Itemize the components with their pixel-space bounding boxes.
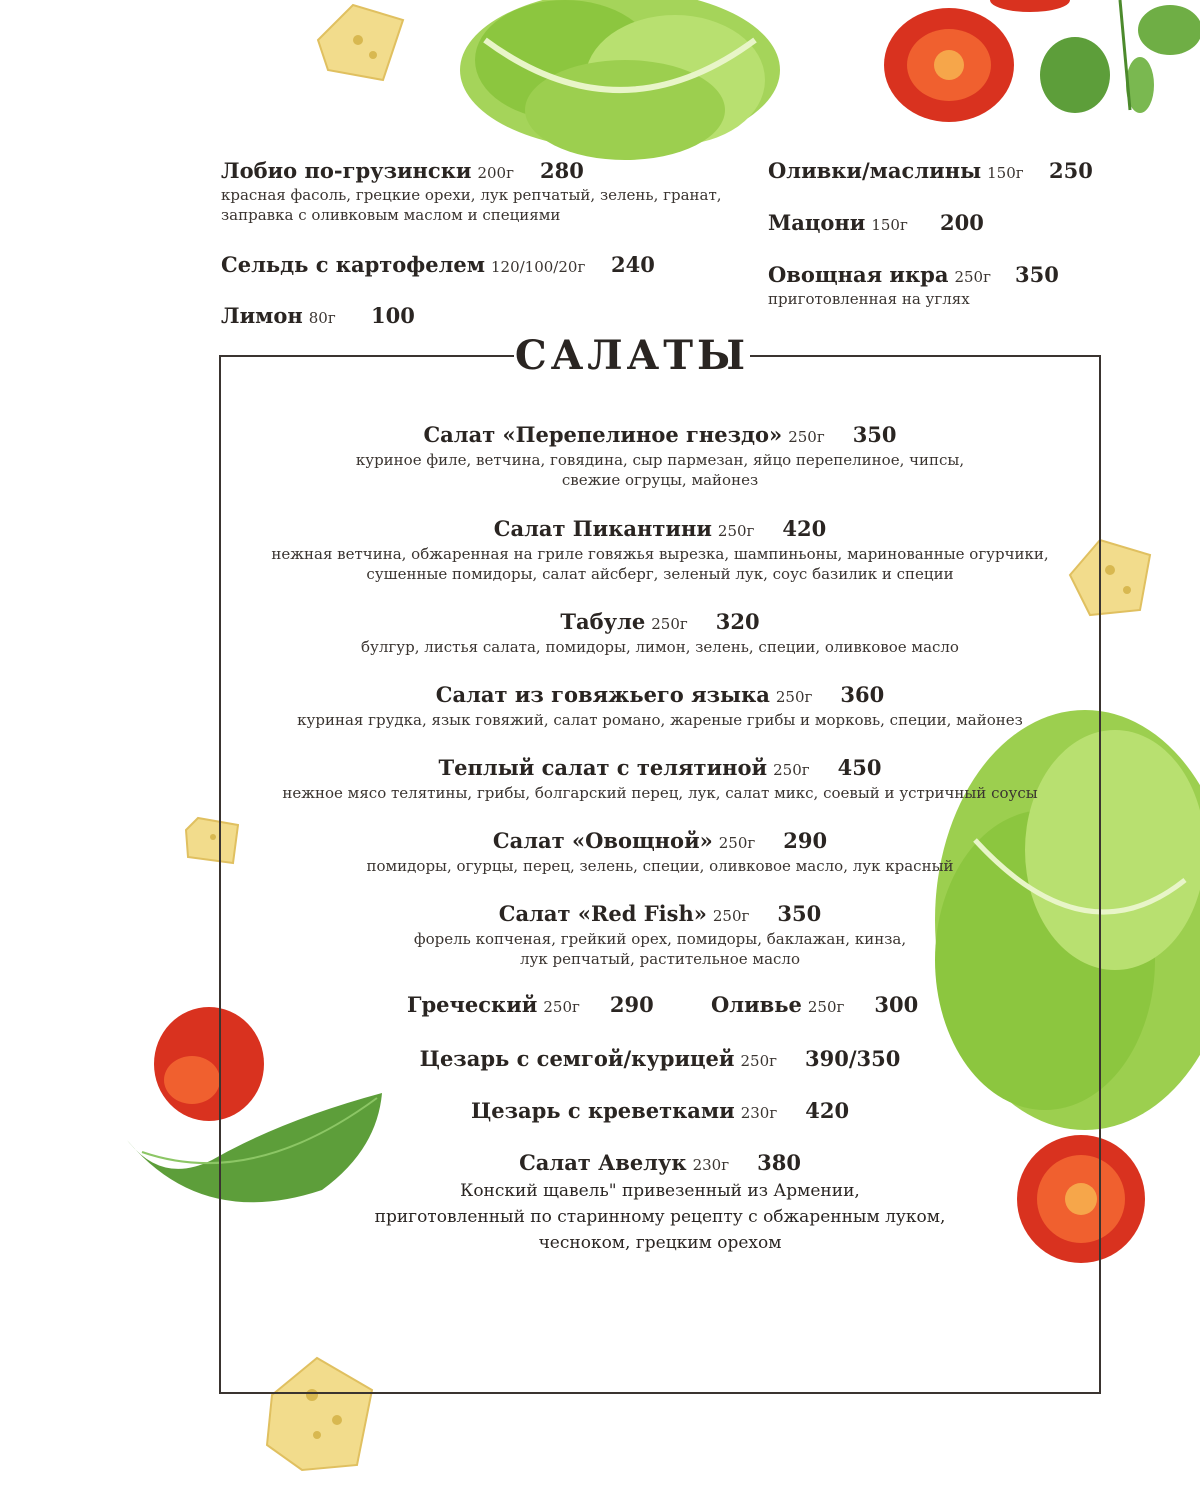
tomato-half-icon (882, 5, 1017, 125)
salad-description: форель копченая, грейкий орех, помидоры, баклажан, кинза, лук репчатый, растительное масло (413, 930, 907, 968)
salad-description: куриное филе, ветчина, говядина, сыр пармезан, яйцо перепелиное, чипсы, свежие огруцы, майонез (355, 451, 965, 489)
salad-weight: 250г (718, 834, 756, 852)
salad-weight: 250г (717, 522, 755, 540)
item-weight: 250г (954, 268, 991, 286)
menu-item-herring (221, 252, 681, 277)
salad-item (221, 1096, 1099, 1126)
salad-description: Конский щавель" привезенный из Армении, приготовленный по старинному рецепту с обжаренным луком, чесноком, грецким орехом (374, 1181, 946, 1253)
item-name: Лимон (221, 303, 303, 328)
salad-weight: 250г (740, 1052, 777, 1070)
salad-name: Табуле (560, 609, 646, 634)
menu-item-ikra (768, 262, 1088, 309)
item-price: 240 (611, 252, 655, 277)
menu-item-olives (768, 158, 1128, 183)
item-weight: 150г (987, 164, 1024, 182)
salad-name: Теплый салат с телятиной (438, 755, 768, 780)
item-price: 100 (371, 303, 415, 328)
section-title: САЛАТЫ (514, 328, 750, 384)
salad-item (221, 753, 1099, 803)
salad-weight: 250г (651, 615, 688, 633)
salad-name: Греческий (407, 992, 538, 1017)
salad-price: 290 (609, 992, 654, 1017)
salad-weight: 250г (543, 998, 580, 1016)
item-weight: 120/100/20г (490, 258, 586, 276)
salad-weight: 230г (692, 1156, 730, 1174)
item-name: Оливки/маслины (768, 158, 982, 183)
salad-item (221, 899, 1099, 969)
salad-name: Салат «Перепелиное гнездо» (423, 422, 783, 447)
salad-description: булгур, листья салата, помидоры, лимон, зелень, специи, оливковое масло (361, 638, 959, 656)
item-price: 280 (540, 158, 584, 183)
item-name: Овощная икра (768, 262, 949, 287)
salad-description: нежное мясо телятины, грибы, болгарский перец, лук, салат микс, соевый и устричный соусы (282, 784, 1038, 802)
salad-item (221, 514, 1099, 584)
lettuce-top-decoration (455, 0, 785, 170)
salad-weight: 250г (807, 998, 845, 1016)
menu-item-matsoni (768, 210, 1028, 235)
salad-weight: 250г (773, 761, 810, 779)
salad-weight: 230г (740, 1104, 778, 1122)
item-weight: 200г (477, 164, 514, 182)
salad-weight: 250г (775, 688, 813, 706)
salad-description: помидоры, огурцы, перец, зелень, специи, оливковое масло, лук красный (366, 857, 954, 875)
item-name: Лобио по-грузински (221, 158, 472, 183)
item-price: 250 (1049, 158, 1093, 183)
salad-weight: 250г (712, 907, 750, 925)
item-description: красная фасоль, грецкие орехи, лук репчатый, зелень, гранат, заправка с оливковым маслом и специями (221, 186, 722, 224)
salad-price: 320 (715, 609, 760, 634)
menu-item-lobio (221, 158, 741, 225)
salad-price: 350 (852, 422, 897, 447)
salad-item-olivier (711, 992, 918, 1017)
salad-price: 380 (757, 1150, 801, 1175)
salad-item (221, 1044, 1099, 1074)
salad-item (221, 420, 1099, 490)
item-weight: 150г (871, 216, 908, 234)
salad-item (221, 680, 1099, 730)
salad-name: Салат из говяжьего языка (435, 682, 770, 707)
salad-description: нежная ветчина, обжаренная на гриле говяжья вырезка, шампиньоны, маринованные огурчики, сушенные помидоры, салат айсберг, зеленый лук, соус базилик и специи (271, 545, 1049, 583)
cheese-cube-icon (308, 0, 408, 85)
salad-item-greek (407, 992, 654, 1017)
salad-name: Салат «Овощной» (492, 828, 713, 853)
salad-name: Цезарь с креветками (470, 1098, 735, 1123)
salad-price: 290 (783, 828, 828, 853)
item-price: 350 (1015, 262, 1059, 287)
basil-leaves-icon (1030, 0, 1200, 120)
salad-name: Салат «Red Fish» (498, 901, 707, 926)
salad-description: куриная грудка, язык говяжий, салат романо, жареные грибы и морковь, специи, майонез (297, 711, 1023, 729)
item-price: 200 (940, 210, 984, 235)
salad-name: Оливье (711, 992, 802, 1017)
salad-item (221, 826, 1099, 876)
item-weight: 80г (308, 309, 336, 327)
salad-price: 420 (805, 1098, 850, 1123)
item-name: Мацони (768, 210, 866, 235)
salad-name: Салат Пикантини (493, 516, 712, 541)
salad-price: 450 (837, 755, 882, 780)
salad-name: Салат Авелук (519, 1150, 687, 1175)
salad-name: Цезарь с семгой/курицей (419, 1046, 735, 1071)
salad-price: 360 (840, 682, 885, 707)
salad-price: 390/350 (805, 1046, 901, 1071)
salad-item (221, 607, 1099, 657)
salad-price: 300 (874, 992, 919, 1017)
salad-weight: 250г (788, 428, 825, 446)
menu-item-lemon (221, 303, 441, 328)
salad-price: 350 (777, 901, 822, 926)
item-name: Сельдь с картофелем (221, 252, 485, 277)
item-description: приготовленная на углях (768, 290, 970, 308)
salad-price: 420 (782, 516, 827, 541)
salad-item (221, 1148, 1099, 1256)
